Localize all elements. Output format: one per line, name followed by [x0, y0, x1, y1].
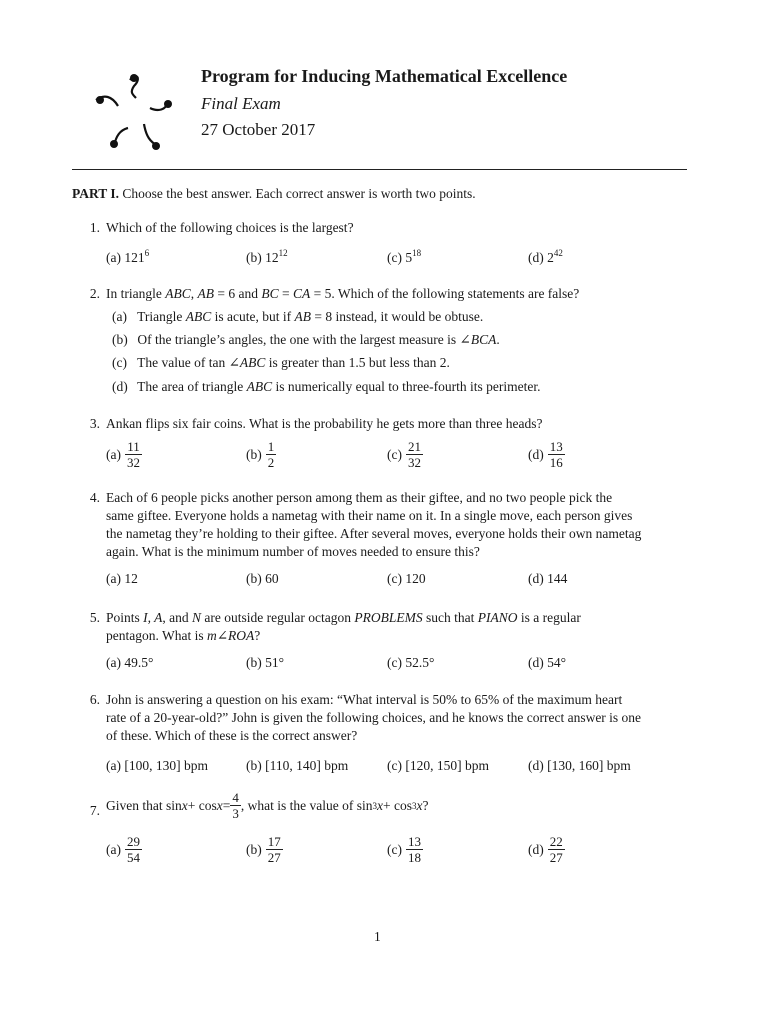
choice-d[interactable]: (d) $\frac{22}{27}$ — [528, 834, 563, 865]
question-text: In triangle ABC, AB = 6 and BC = CA = 5. Which of the following statements are false? — [106, 286, 580, 301]
question-text-line: again. What is the minimum number of moves needed to ensure this? — [106, 544, 480, 559]
pime-logo-icon — [92, 66, 184, 156]
program-title: Program for Inducing Mathematical Excellence — [201, 66, 568, 86]
question-text: Which of the following choices is the largest? — [106, 220, 354, 235]
choice-a[interactable]: (a) $\frac{29}{54}$ — [106, 834, 140, 865]
choice-a[interactable]: (a) Triangle ABC is acute, but if AB = 8 instead, it would be obtuse. — [112, 309, 484, 324]
question-number: 6. — [89, 692, 100, 707]
choice-d[interactable]: (d) [130, 160] bpm — [528, 758, 631, 773]
part-heading — [72, 184, 476, 203]
choice-c[interactable]: (c) $\frac{21}{32}$ — [387, 439, 421, 470]
choice-d[interactable]: (d) The area of triangle ABC is numerically equal to three-fourth its perimeter. — [112, 379, 541, 394]
question-text-line: of these. Which of these is the correct answer? — [106, 728, 358, 743]
question-text-line: John is answering a question on his exam: “What interval is 50% to 65% of the maximum heart — [106, 692, 623, 707]
choice-b[interactable]: (b) 51° — [246, 655, 285, 670]
question-text-line: pentagon. What is m∠ROA? — [106, 628, 261, 643]
question-number: 3. — [89, 416, 100, 431]
choice-b[interactable]: (b) [110, 140] bpm — [246, 758, 349, 773]
question-text-line: same giftee. Everyone holds a nametag with their name on it. In a single move, each person gives — [106, 508, 633, 523]
choice-b[interactable]: (b) $\frac{17}{27}$ — [246, 834, 281, 865]
question-text: Ankan flips six fair coins. What is the probability he gets more than three heads? — [106, 416, 543, 431]
question-number: 1. — [89, 220, 100, 235]
exam-name: Final Exam — [201, 94, 281, 113]
question-number: 2. — [89, 286, 100, 301]
question-text-line: Each of 6 people picks another person among them as their giftee, and no two people pick the — [106, 490, 613, 505]
question-text-line: the nametag they’re holding to their giftee. After several moves, everyone holds their own nametag — [106, 526, 642, 541]
choice-d[interactable]: (d) 144 — [528, 571, 568, 586]
choice-c[interactable]: (c) 120 — [387, 571, 426, 586]
choice-c[interactable]: (c) $5^{18}$ — [387, 248, 422, 265]
choice-a[interactable]: (a) 49.5° — [106, 655, 154, 670]
choice-c[interactable]: (c) The value of tan ∠ABC is greater than 1.5 but less than 2. — [112, 355, 450, 370]
question-number: 7. — [89, 803, 100, 818]
question-number: 5. — [89, 610, 100, 625]
question-text: Given that sin x + cos x = $\frac{4}{3}$ , what is the value of sin 3 x + cos 3 x ? — [106, 790, 429, 821]
choice-b[interactable]: (b) Of the triangle’s angles, the one with the largest measure is ∠BCA. — [112, 332, 500, 347]
choice-b[interactable]: (b) $\frac{1}{2}$ — [246, 439, 275, 470]
choice-c[interactable]: (c) $\frac{13}{18}$ — [387, 834, 421, 865]
choice-d[interactable]: (d) $\frac{13}{16}$ — [528, 439, 563, 470]
question-text-line: Points I, A, and N are outside regular octagon PROBLEMS such that PIANO is a regular — [106, 610, 581, 625]
part-label: PART I. — [72, 186, 120, 201]
choice-c[interactable]: (c) 52.5° — [387, 655, 435, 670]
choice-d[interactable]: (d) 54° — [528, 655, 567, 670]
choice-c[interactable]: (c) [120, 150] bpm — [387, 758, 489, 773]
choice-a[interactable]: (a) $\frac{11}{32}$ — [106, 439, 140, 470]
choice-d[interactable]: (d) $2^{42}$ — [528, 248, 563, 265]
exam-date: 27 October 2017 — [201, 120, 316, 139]
question-text-line: rate of a 20-year-old?” John is given the following choices, and he knows the correct answer is one — [106, 710, 642, 725]
header-divider — [72, 169, 687, 170]
choice-a[interactable]: (a) [100, 130] bpm — [106, 758, 208, 773]
choice-a[interactable]: (a) $121^6$ — [106, 248, 150, 265]
page-number: 1 — [374, 929, 381, 944]
question-number: 4. — [89, 490, 100, 505]
choice-a[interactable]: (a) 12 — [106, 571, 138, 586]
choice-b[interactable]: (b) 60 — [246, 571, 279, 586]
part-instructions: Choose the best answer. Each correct answer is worth two points. — [122, 186, 476, 201]
choice-b[interactable]: (b) $12^{12}$ — [246, 248, 288, 265]
